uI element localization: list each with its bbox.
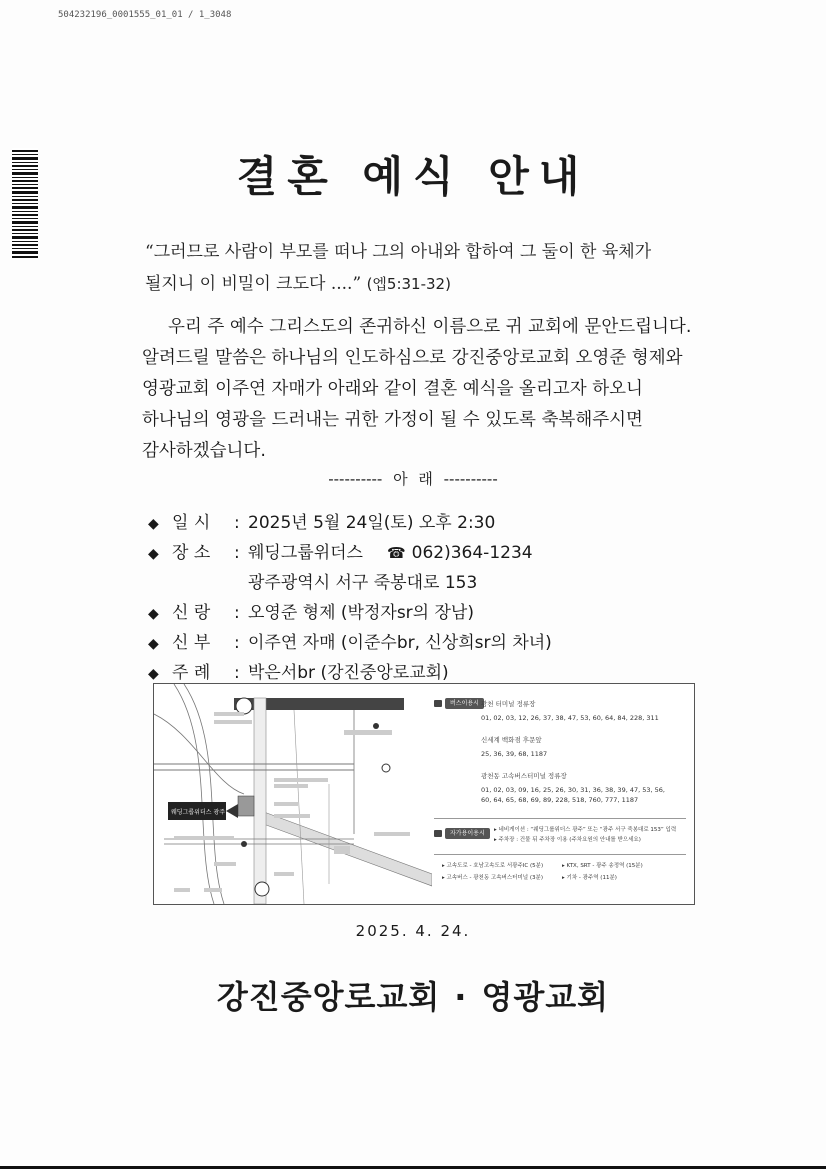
file-id: 504232196_0001555_01_01 / 1_3048 [58,10,232,20]
sender-church: 영광교회 [481,978,610,1016]
telephone-icon: ☎ [386,544,406,562]
transit-info: ▸ 고속버스 - 광천동 고속버스터미널 (3분) [442,875,543,881]
bus-routes: 01, 02, 03, 12, 26, 37, 38, 47, 53, 60, 64, 84, 228, 311 [481,714,659,722]
car-tag: 자가용이용시 [445,828,490,839]
invitation-message [142,312,712,467]
car-directions: ▸ 네비게이션 : “웨딩그룹위더스 광주” 또는 “광주 서구 죽봉대로 153” 입력 [494,827,677,833]
bus-stop: 광천동 고속버스터미널 정류장 [481,772,567,780]
detail-value: 2025년 5월 24일(토) 오후 2:30 [248,513,496,533]
transit-info: ▸ 고속도로 - 호남고속도로 서광주IC (5분) [442,863,544,869]
car-directions: ▸ 주차장 : 건물 뒤 주차장 이용 (주차요원의 안내를 받으세요) [494,837,641,843]
diamond-bullet-icon: ◆ [148,516,159,532]
verse-reference: (엡5:31-32) [366,275,451,293]
message-line: 감사하겠습니다. [142,441,266,461]
divider-line [434,854,686,855]
detail-label: 신 부 [172,633,211,653]
detail-label: 일 시 [172,513,211,533]
bus-routes: 25, 36, 39, 68, 1187 [481,750,548,758]
message-line: 영광교회 이주연 자매가 아래와 같이 결혼 예식을 올리고자 하오니 [142,379,643,399]
diamond-bullet-icon: ◆ [148,666,159,682]
message-line: 하나님의 영광을 드러내는 귀한 가정이 될 수 있도록 축복해주시면 [142,410,643,430]
directions-panel [434,690,689,900]
transit-info: ▸ 기차 - 광주역 (11분) [562,875,617,881]
phone-number: 062)364-1234 [411,543,533,563]
section-divider: ---------- 아 래 ---------- [328,470,498,488]
detail-date: ◆ 일 시 : 2025년 5월 24일(토) 오후 2:30 [148,508,552,538]
verse-line: “그러므로 사람이 부모를 떠나 그의 아내와 합하여 그 둘이 한 육체가 [145,242,652,262]
event-details [148,508,552,688]
car-icon [434,830,442,837]
detail-officiant: ◆ 주 례 : 박은서br (강진중앙로교회) [148,658,552,688]
detail-value: 웨딩그룹위더스 [248,543,363,563]
street-map-image [154,684,432,904]
diamond-bullet-icon: ◆ [148,606,159,622]
diamond-bullet-icon: ◆ [148,546,159,562]
message-line: 우리 주 예수 그리스도의 존귀하신 이름으로 귀 교회에 문안드립니다. [168,317,692,337]
detail-label: 신 랑 [172,603,211,623]
issue-date: 2025. 4. 24. [355,922,471,940]
detail-address: 광주광역시 서구 죽봉대로 153 [248,573,478,593]
detail-label: 장 소 [172,543,211,563]
transit-info: ▸ KTX, SRT - 광주 송정역 (15분) [562,863,643,869]
detail-bride: ◆ 신 부 : 이주연 자매 (이준수br, 신상희sr의 차녀) [148,628,552,658]
sender-church: 강진중앙로교회 [216,978,441,1016]
detail-place: ◆ 장 소 : 웨딩그룹위더스 ☎ 062)364-1234 [148,538,552,568]
sender-separator: · [454,978,468,1016]
location-map [153,683,695,905]
diamond-bullet-icon: ◆ [148,636,159,652]
detail-label: 주 례 [172,663,211,683]
page-title: 결혼 예식 안내 [236,152,590,201]
divider-line [434,818,686,819]
bus-routes: 60, 64, 65, 68, 69, 89, 228, 518, 760, 777, 1187 [481,796,639,804]
bus-stop: 신세계 백화점 후문앞 [481,736,542,744]
bus-routes: 01, 02, 03, 09, 16, 25, 26, 30, 31, 36, 38, 39, 47, 53, 56, [481,786,665,794]
detail-value: 박은서br (강진중앙로교회) [248,663,449,683]
bus-stop: 광천 터미널 정류장 [481,700,536,708]
message-line: 알려드릴 말씀은 하나님의 인도하심으로 강진중앙로교회 오영준 형제와 [142,348,683,368]
sender-churches [0,972,826,1018]
detail-groom: ◆ 신 랑 : 오영준 형제 (박정자sr의 장남) [148,598,552,628]
bus-tag: 버스이용시 [445,698,484,709]
scripture-verse [145,236,705,300]
verse-line: 될지니 이 비밀이 크도다 ....” [145,274,362,294]
detail-value: 오영준 형제 (박정자sr의 장남) [248,603,474,623]
detail-value: 이주연 자매 (이준수br, 신상희sr의 차녀) [248,633,552,653]
map-venue-label: 웨딩그룹위더스 광주 [171,809,226,816]
